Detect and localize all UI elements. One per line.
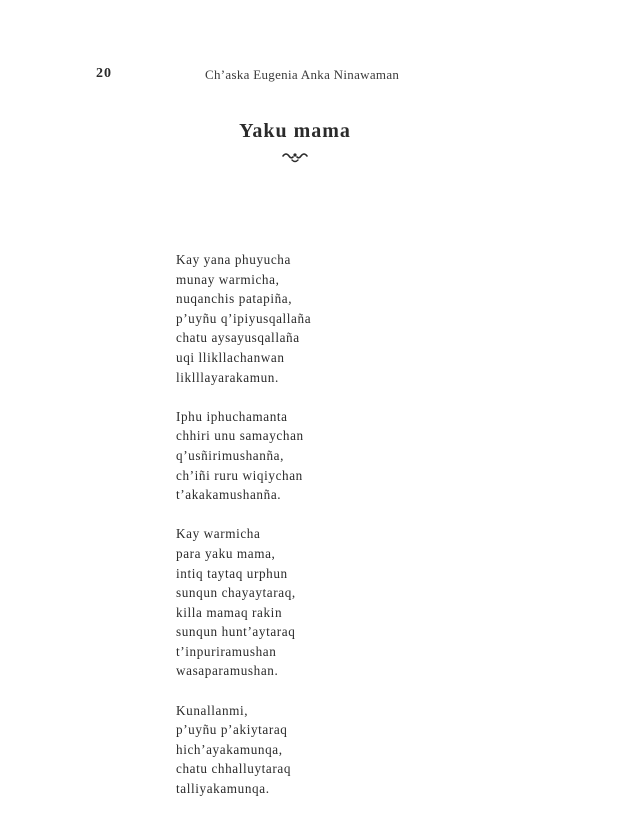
verse-line: wasaparamushan. <box>176 663 279 679</box>
stanza <box>176 701 496 799</box>
verse-line: ch’iñi ruru wiqiychan <box>176 467 303 483</box>
verse-line: intiq taytaq urphun <box>176 565 288 581</box>
page-number: 20 <box>96 66 112 81</box>
verse-line: chatu aysayusqallaña <box>176 330 300 346</box>
verse-line: sunqun chayaytaraq, <box>176 585 296 601</box>
verse-line: t’akakamushanña. <box>176 487 282 503</box>
verse-line: t’inpuriramushan <box>176 643 277 659</box>
stanza <box>176 407 496 505</box>
verse-line: p’uyñu p’akiytaraq <box>176 722 288 738</box>
poem-title: Yaku mama <box>239 120 351 142</box>
poem-body <box>176 250 496 818</box>
verse-line: talliyakamunqa. <box>176 781 270 797</box>
stanza <box>176 250 496 387</box>
verse-line: liklllayarakamun. <box>176 369 279 385</box>
verse-line: Kunallanmi, <box>176 702 249 718</box>
verse-line: hich’ayakamunqa, <box>176 741 283 757</box>
stanza <box>176 524 496 681</box>
fleuron-ornament-icon <box>281 150 309 164</box>
verse-line: Kay yana phuyucha <box>176 252 291 267</box>
verse-line: Kay warmicha <box>176 526 261 542</box>
running-header-author: Ch’aska Eugenia Anka Ninawaman <box>205 67 400 82</box>
verse-line: uqi llikllachanwan <box>176 349 285 365</box>
verse-line: sunqun hunt’aytaraq <box>176 624 296 640</box>
verse-line: p’uyñu q’ipiyusqallaña <box>176 310 312 326</box>
verse-line: nuqanchis patapiña, <box>176 291 293 307</box>
verse-line: chatu chhalluytaraq <box>176 761 292 777</box>
verse-line: chhiri unu samaychan <box>176 428 304 444</box>
verse-line: para yaku mama, <box>176 545 276 561</box>
verse-line: Iphu iphuchamanta <box>176 408 288 424</box>
verse-line: q’usñirimushanña, <box>176 447 284 463</box>
verse-line: munay warmicha, <box>176 271 280 287</box>
verse-line: killa mamaq rakin <box>176 604 283 620</box>
